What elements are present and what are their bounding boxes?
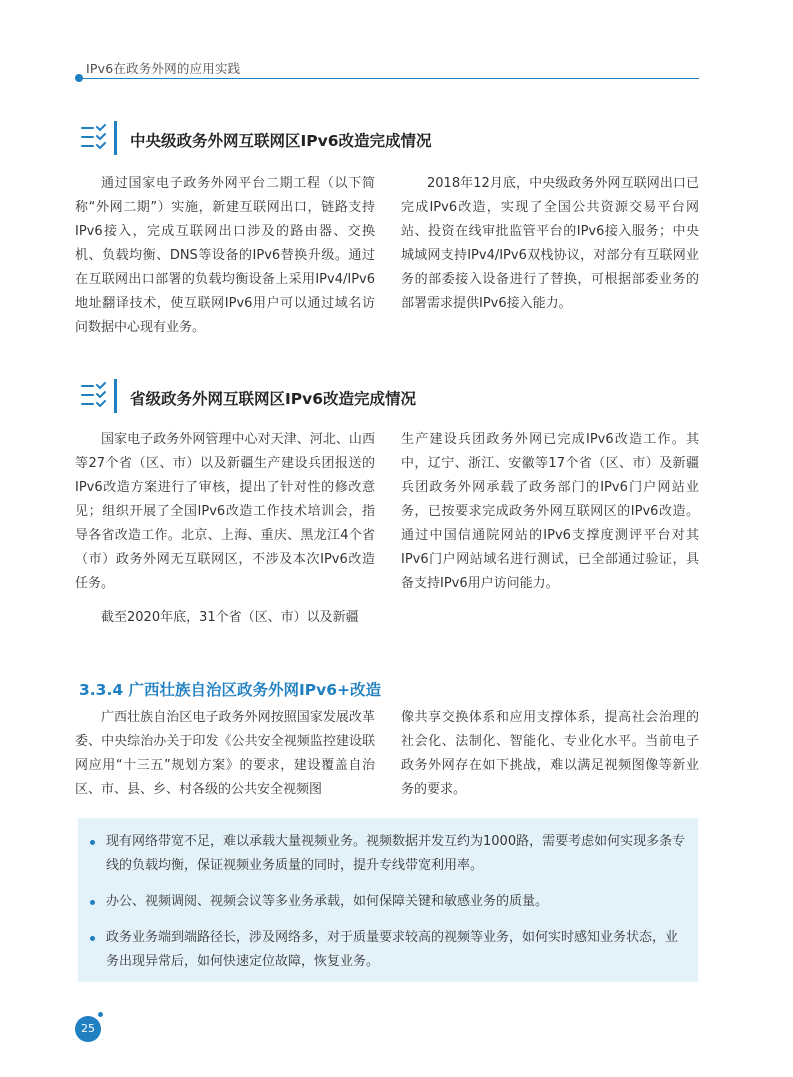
header-dot <box>75 74 83 82</box>
paragraph: 像共享交换体系和应用支撑体系，提高社会治理的社会化、法制化、智能化、专业化水平。当前电子政务外网存在如下挑战，难以满足视频图像等新业务的要求。 <box>401 710 699 797</box>
list-item-text: 政务业务端到端路径长，涉及网络多，对于质量要求较高的视频等业务，如何实时感知业务状态，业务出现异常后，如何快速定位故障，恢复业务。 <box>106 930 679 969</box>
paragraph: 2018年12月底，中央级政务外网互联网出口已完成IPv6改造，实现了全国公共资源交易平台网站、投资在线审批监管平台的IPv6接入服务；中央城域网支持IPv4/IPv6双栈协议，对部分有互联网业务的部委接入设备进行了替换，可根据部委业务的部署需求提供IPv6接入能力。 <box>401 176 699 311</box>
heading-3-3-4: 3.3.4 广西壮族自治区政务外网IPv6+改造 <box>79 681 382 699</box>
paragraph: 通过国家电子政务外网平台二期工程（以下简称“外网二期”）实施，新建互联网出口，链路支持IPv6接入，完成互联网出口涉及的路由器、交换机、负载均衡、DNS等设备的IPv6替换升级。通过在互联网出口部署的负载均衡设备上采用IPv4/IPv6地址翻译技术，使互联网IPv6用户可以通过域名访问数据中心现有业务。 <box>75 176 375 335</box>
checklist-icon <box>80 380 110 410</box>
section-bar <box>114 379 117 413</box>
bullet-icon <box>90 900 95 905</box>
section334-right-column <box>401 706 699 802</box>
challenges-list <box>90 830 686 986</box>
challenges-box <box>78 818 698 982</box>
section2-right-column <box>401 428 699 596</box>
section2-left-column <box>75 428 375 630</box>
section1-right-column <box>401 172 699 316</box>
list-item-text: 办公、视频调阅、视频会议等多业务承载，如何保障关键和敏感业务的质量。 <box>106 894 549 909</box>
list-item <box>90 890 686 914</box>
list-item <box>90 926 686 974</box>
page-number: 25 <box>75 1016 101 1042</box>
page-number-dot <box>98 1012 103 1017</box>
section1-left-column <box>75 172 375 340</box>
header-title: IPv6在政务外网的应用实践 <box>86 61 241 76</box>
section-bar <box>114 121 117 155</box>
paragraph: 截至2020年底，31个省（区、市）以及新疆 <box>101 610 359 625</box>
section334-left-column <box>75 706 375 802</box>
list-item <box>90 830 686 878</box>
section-title-provincial: 省级政务外网互联网区IPv6改造完成情况 <box>130 390 417 408</box>
bullet-icon <box>90 936 95 941</box>
header-rule <box>79 78 699 79</box>
paragraph: 国家电子政务外网管理中心对天津、河北、山西等27个省（区、市）以及新疆生产建设兵团报送的IPv6改造方案进行了审核，提出了针对性的修改意见；组织开展了全国IPv6改造工作技术培训会，指导各省改造工作。北京、上海、重庆、黑龙江4个省（市）政务外网无互联网区，不涉及本次IPv6改造任务。 <box>75 432 375 591</box>
bullet-icon <box>90 840 95 845</box>
list-item-text: 现有网络带宽不足，难以承载大量视频业务。视频数据并发互约为1000路，需要考虑如何实现多条专线的负载均衡，保证视频业务质量的同时，提升专线带宽利用率。 <box>106 834 686 873</box>
section-title-central: 中央级政务外网互联网区IPv6改造完成情况 <box>130 132 432 150</box>
checklist-icon <box>80 122 110 152</box>
paragraph: 广西壮族自治区电子政务外网按照国家发展改革委、中央综治办关于印发《公共安全视频监控建设联网应用“十三五”规划方案》的要求，建设覆盖自治区、市、县、乡、村各级的公共安全视频图 <box>75 710 375 797</box>
paragraph: 生产建设兵团政务外网已完成IPv6改造工作。其中，辽宁、浙江、安徽等17个省（区、市）及新疆兵团政务外网承载了政务部门的IPv6门户网站业务，已按要求完成政务外网互联网区的IPv6改造。通过中国信通院网站的IPv6支撑度测评平台对其IPv6门户网站域名进行测试，已全部通过验证，具备支持IPv6用户访问能力。 <box>401 432 699 591</box>
